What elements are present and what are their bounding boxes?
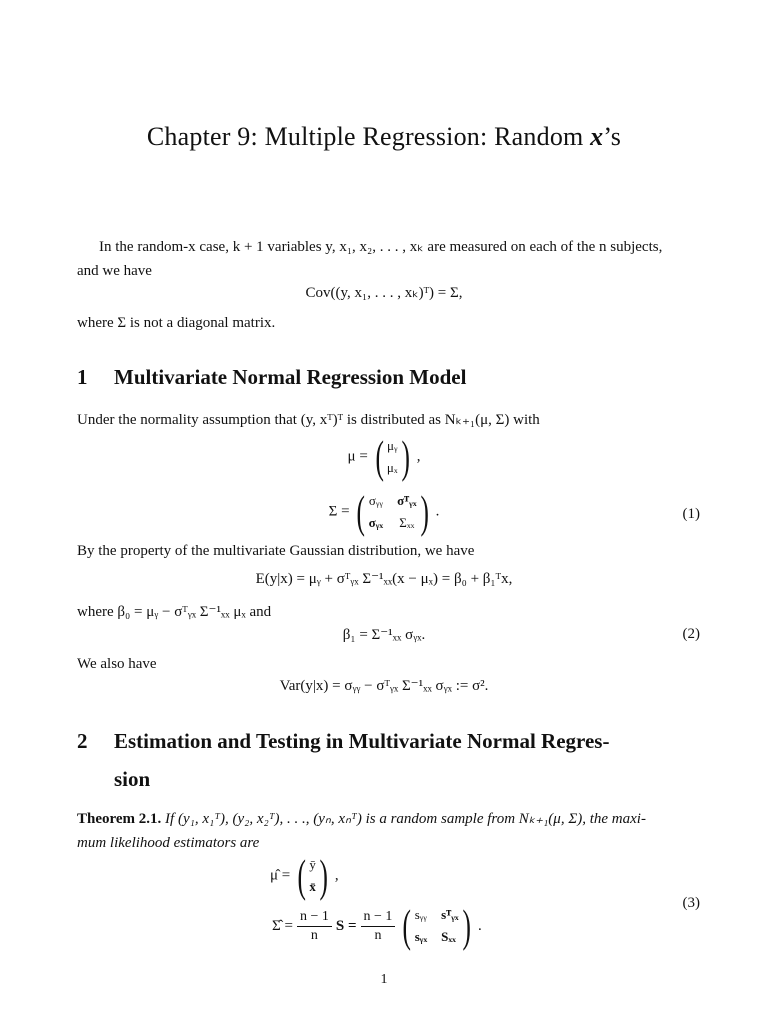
mu-vector-equation: μ = ( μᵧ μₓ ) , (347, 431, 421, 482)
intro-paragraph-line3: where Σ is not a diagonal matrix. (77, 315, 276, 331)
theorem-line1: Theorem 2.1. If (y₁, x₁ᵀ), (y₂, x₂ᵀ), . . ., (yₙ, xₙᵀ) is a random sample from Nₖ₊₁(μ, Σ), the maxi- (77, 811, 646, 827)
equation-number-3: (3) (682, 895, 700, 911)
intro-paragraph-line1: In the random-x case, k + 1 variables y, x₁, x₂, . . . , xₖ are measured on each of the n subjects, (99, 239, 663, 255)
beta1-equation: β₁ = Σ⁻¹ₓₓ σᵧₓ. (342, 627, 426, 643)
theorem-line2: mum likelihood estimators are (77, 835, 260, 851)
section-1-heading: 1 Multivariate Normal Regression Model (77, 365, 467, 389)
section-1-text2: By the property of the multivariate Gaussian distribution, we have (77, 543, 475, 559)
mu-vector: ( μᵧ μₓ ) (374, 431, 410, 482)
section-1-text1: Under the normality assumption that (y, xᵀ)ᵀ is distributed as Nₖ₊₁(μ, Σ) with (77, 412, 540, 428)
section-1-text3: where β₀ = μᵧ − σᵀᵧₓ Σ⁻¹ₓₓ μₓ and (77, 604, 272, 620)
equation-number-2: (2) (682, 626, 700, 642)
sigma-matrix-equation: Σ = ( σᵧᵧ σᵀᵧₓ σᵧₓ Σₓₓ ) . (328, 486, 440, 537)
intro-paragraph-line2: and we have (77, 263, 152, 279)
conditional-expectation-equation: E(y|x) = μᵧ + σᵀᵧₓ Σ⁻¹ₓₓ(x − μₓ) = β₀ + β₁ᵀx, (255, 571, 513, 587)
chapter-title: Chapter 9: Multiple Regression: Random x’s (146, 122, 622, 151)
section-1-text4: We also have (77, 656, 157, 672)
sigmahat-matrix: ( sᵧᵧ sᵀᵧₓ sᵧₓ Sₓₓ ) (402, 900, 471, 951)
sigma-matrix: ( σᵧᵧ σᵀᵧₓ σᵧₓ Σₓₓ ) (356, 486, 429, 537)
page-number: 1 (380, 972, 388, 987)
sigmahat-equation: Σ̂ = $\frac{n - 1}{n}$ S = $\frac{n - 1}{n}$ ( sᵧᵧ sᵀᵧₓ sᵧₓ Sₓₓ ) . (272, 900, 482, 951)
section-2-heading: 2 Estimation and Testing in Multivariate Normal Regres- sion (77, 729, 610, 791)
equation-number-1: (1) (682, 506, 700, 522)
muhat-equation: μ̂ = ( ȳ x̄ ) , (270, 850, 339, 901)
covariance-equation: Cov((y, x₁, . . . , xₖ)ᵀ) = Σ, (305, 285, 463, 301)
conditional-variance-equation: Var(y|x) = σᵧᵧ − σᵀᵧₓ Σ⁻¹ₓₓ σᵧₓ := σ². (279, 678, 489, 694)
muhat-vector: ( ȳ x̄ ) (297, 850, 328, 901)
